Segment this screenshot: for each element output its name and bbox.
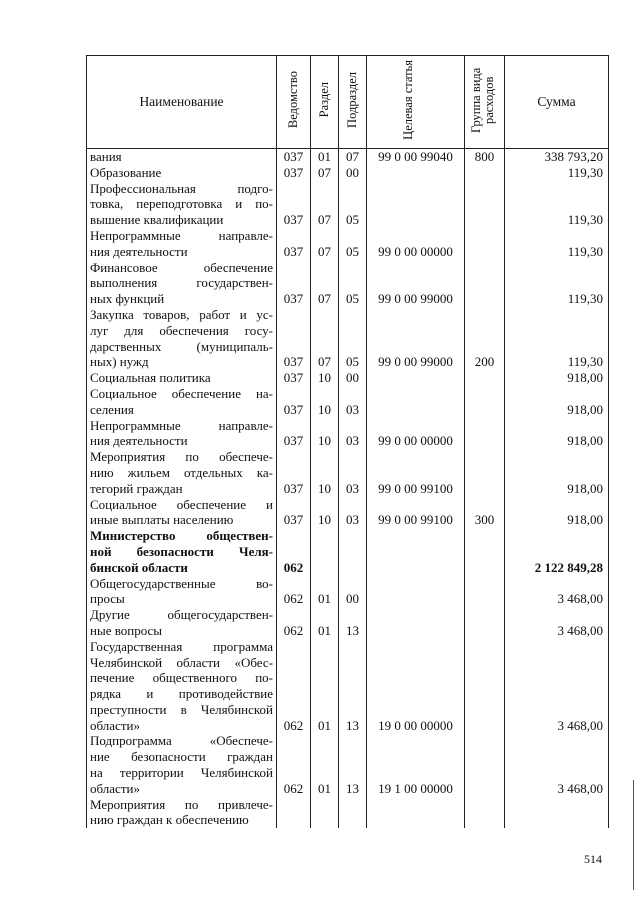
razdel-cell	[311, 797, 339, 829]
row-name-line: преступности в Челябинской	[90, 701, 273, 717]
tselevaya-statya-cell	[367, 528, 465, 575]
row-name-line: нию граждан к обеспечению	[90, 812, 249, 828]
tselevaya-statya-cell	[367, 607, 465, 639]
gruppa-cell	[465, 181, 505, 228]
gruppa-cell	[465, 449, 505, 496]
summa-cell: 338 793,20	[505, 149, 609, 165]
row-name-line: ные вопросы	[90, 622, 163, 638]
summa-cell: 918,00	[505, 449, 609, 496]
tselevaya-statya-cell: 99 0 00 99000	[367, 307, 465, 370]
summa-cell: 3 468,00	[505, 607, 609, 639]
tselevaya-statya-cell	[367, 165, 465, 181]
summa-cell	[505, 797, 609, 829]
summa-cell: 119,30	[505, 307, 609, 370]
podrazdel-cell: 05	[339, 260, 367, 307]
vedomstvo-cell: 062	[277, 576, 311, 608]
table-row	[87, 528, 609, 575]
row-name-line: ние безопасности граждан	[90, 749, 273, 765]
summa-cell: 119,30	[505, 228, 609, 260]
table-row	[87, 260, 609, 307]
summa-cell: 119,30	[505, 181, 609, 228]
row-name-cell	[87, 576, 277, 608]
row-name-line: Подпрограмма «Обеспече-	[90, 733, 273, 749]
row-name-cell	[87, 733, 277, 796]
vedomstvo-cell: 037	[277, 307, 311, 370]
row-name-line: тегорий граждан	[90, 480, 183, 496]
summa-cell: 918,00	[505, 418, 609, 450]
row-name-line: области»	[90, 717, 140, 733]
razdel-cell: 01	[311, 149, 339, 165]
podrazdel-cell: 07	[339, 149, 367, 165]
razdel-cell: 10	[311, 370, 339, 386]
row-name-line: Другие общегосударствен-	[90, 607, 273, 623]
gruppa-cell	[465, 607, 505, 639]
row-name-line: ных) нужд	[90, 354, 149, 370]
row-name-cell	[87, 149, 277, 165]
gruppa-cell: 800	[465, 149, 505, 165]
vedomstvo-cell: 037	[277, 449, 311, 496]
summa-cell: 3 468,00	[505, 639, 609, 734]
table-row	[87, 386, 609, 418]
row-name-line: Общегосударственные во-	[90, 575, 273, 591]
gruppa-cell: 200	[465, 307, 505, 370]
row-name-line: Профессиональная подго-	[90, 180, 273, 196]
header-podrazdel: Подраздел	[339, 56, 367, 149]
row-name-line: нию жильем отдельных ка-	[90, 464, 273, 480]
podrazdel-cell: 05	[339, 228, 367, 260]
summa-cell: 918,00	[505, 370, 609, 386]
razdel-cell: 10	[311, 497, 339, 529]
table-row	[87, 639, 609, 734]
row-name-line: Мероприятия по привлече-	[90, 796, 273, 812]
table-row	[87, 228, 609, 260]
row-name-line: бинской области	[90, 559, 188, 575]
row-name-cell	[87, 228, 277, 260]
row-name-line: товка, переподготовка и по-	[90, 196, 273, 212]
podrazdel-cell: 13	[339, 607, 367, 639]
row-name-cell	[87, 528, 277, 575]
podrazdel-cell	[339, 797, 367, 829]
gruppa-cell	[465, 370, 505, 386]
row-name-line: Социальное обеспечение и	[90, 496, 273, 512]
row-name-line: луг для обеспечения госу-	[90, 322, 273, 338]
razdel-cell: 07	[311, 165, 339, 181]
header-vedomstvo: Ведомство	[277, 56, 311, 149]
row-name-line: ния деятельности	[90, 433, 188, 449]
row-name-line: области»	[90, 780, 140, 796]
gruppa-cell	[465, 228, 505, 260]
row-name-cell	[87, 639, 277, 734]
tselevaya-statya-cell	[367, 797, 465, 829]
gruppa-cell	[465, 639, 505, 734]
header-gruppa-vida-raskhodov: Группа вида расходов	[465, 56, 505, 149]
row-name-line: иные выплаты населению	[90, 512, 234, 528]
gruppa-cell	[465, 576, 505, 608]
podrazdel-cell: 13	[339, 639, 367, 734]
row-name-line: на территории Челябинской	[90, 765, 273, 781]
row-name-line: селения	[90, 401, 134, 417]
podrazdel-cell: 03	[339, 449, 367, 496]
tselevaya-statya-cell: 19 1 00 00000	[367, 733, 465, 796]
table-row	[87, 449, 609, 496]
table-row	[87, 607, 609, 639]
table-row	[87, 733, 609, 796]
row-name-line: Финансовое обеспечение	[90, 259, 273, 275]
razdel-cell: 10	[311, 449, 339, 496]
vedomstvo-cell: 037	[277, 181, 311, 228]
tselevaya-statya-cell	[367, 181, 465, 228]
summa-cell: 119,30	[505, 165, 609, 181]
summa-cell: 2 122 849,28	[505, 528, 609, 575]
table-body	[87, 149, 609, 829]
tselevaya-statya-cell	[367, 576, 465, 608]
table-header-row	[87, 56, 609, 149]
summa-cell: 918,00	[505, 386, 609, 418]
row-name-line: Непрограммные направле-	[90, 227, 273, 243]
razdel-cell: 07	[311, 307, 339, 370]
row-name-line: Образование	[90, 164, 162, 180]
row-name-line: Закупка товаров, работ и ус-	[90, 306, 273, 322]
gruppa-cell	[465, 386, 505, 418]
summa-cell: 3 468,00	[505, 576, 609, 608]
budget-table-container	[86, 55, 608, 828]
row-name-cell	[87, 449, 277, 496]
header-name: Наименование	[87, 56, 277, 149]
razdel-cell: 01	[311, 576, 339, 608]
tselevaya-statya-cell	[367, 370, 465, 386]
podrazdel-cell: 00	[339, 576, 367, 608]
table-row	[87, 797, 609, 829]
row-name-line: ния деятельности	[90, 243, 188, 259]
table-row	[87, 149, 609, 165]
row-name-line: Министерство обществен-	[90, 528, 273, 544]
row-name-cell	[87, 418, 277, 450]
gruppa-cell	[465, 260, 505, 307]
row-name-line: ных функций	[90, 291, 165, 307]
row-name-line: ной безопасности Челя-	[90, 543, 273, 559]
row-name-line: рядка и противодействие	[90, 686, 273, 702]
tselevaya-statya-cell: 99 0 00 99040	[367, 149, 465, 165]
budget-table	[86, 55, 609, 828]
gruppa-cell	[465, 165, 505, 181]
razdel-cell: 01	[311, 607, 339, 639]
gruppa-cell	[465, 733, 505, 796]
gruppa-cell	[465, 418, 505, 450]
tselevaya-statya-cell: 99 0 00 99000	[367, 260, 465, 307]
tselevaya-statya-cell: 99 0 00 99100	[367, 449, 465, 496]
row-name-line: вания	[90, 149, 122, 164]
table-row	[87, 418, 609, 450]
row-name-cell	[87, 797, 277, 829]
row-name-line: Челябинской области «Обес-	[90, 654, 273, 670]
podrazdel-cell: 03	[339, 418, 367, 450]
table-row	[87, 576, 609, 608]
vedomstvo-cell: 062	[277, 639, 311, 734]
tselevaya-statya-cell: 99 0 00 00000	[367, 228, 465, 260]
razdel-cell: 07	[311, 228, 339, 260]
vedomstvo-cell: 037	[277, 228, 311, 260]
razdel-cell: 01	[311, 733, 339, 796]
vedomstvo-cell: 037	[277, 418, 311, 450]
vedomstvo-cell: 062	[277, 607, 311, 639]
vedomstvo-cell: 037	[277, 165, 311, 181]
gruppa-cell	[465, 797, 505, 829]
razdel-cell	[311, 528, 339, 575]
razdel-cell: 10	[311, 418, 339, 450]
row-name-line: Социальное обеспечение на-	[90, 385, 273, 401]
row-name-cell	[87, 497, 277, 529]
summa-cell: 119,30	[505, 260, 609, 307]
row-name-cell	[87, 386, 277, 418]
razdel-cell: 07	[311, 181, 339, 228]
header-tselevaya-statya: Целевая статья	[367, 56, 465, 149]
row-name-line: дарственных (муниципаль-	[90, 338, 273, 354]
razdel-cell: 10	[311, 386, 339, 418]
podrazdel-cell: 05	[339, 181, 367, 228]
tselevaya-statya-cell	[367, 386, 465, 418]
page-number: 514	[584, 852, 602, 866]
podrazdel-cell: 03	[339, 497, 367, 529]
row-name-cell	[87, 607, 277, 639]
header-summa: Сумма	[505, 56, 609, 149]
row-name-line: Социальная политика	[90, 370, 211, 386]
summa-cell: 918,00	[505, 497, 609, 529]
row-name-line: Мероприятия по обеспече-	[90, 449, 273, 465]
vedomstvo-cell: 037	[277, 260, 311, 307]
gruppa-cell: 300	[465, 497, 505, 529]
vedomstvo-cell: 037	[277, 149, 311, 165]
vedomstvo-cell: 037	[277, 386, 311, 418]
row-name-cell	[87, 307, 277, 370]
gruppa-cell	[465, 528, 505, 575]
row-name-cell	[87, 260, 277, 307]
tselevaya-statya-cell: 19 0 00 00000	[367, 639, 465, 734]
row-name-line: выполнения государствен-	[90, 275, 273, 291]
vedomstvo-cell: 037	[277, 497, 311, 529]
table-row	[87, 307, 609, 370]
vedomstvo-cell	[277, 797, 311, 829]
podrazdel-cell: 03	[339, 386, 367, 418]
scan-edge-line	[633, 780, 634, 890]
podrazdel-cell: 00	[339, 370, 367, 386]
vedomstvo-cell: 037	[277, 370, 311, 386]
razdel-cell: 01	[311, 639, 339, 734]
row-name-cell	[87, 165, 277, 181]
table-row	[87, 497, 609, 529]
row-name-line: просы	[90, 591, 125, 607]
razdel-cell: 07	[311, 260, 339, 307]
podrazdel-cell: 05	[339, 307, 367, 370]
table-row	[87, 165, 609, 181]
vedomstvo-cell: 062	[277, 733, 311, 796]
podrazdel-cell: 00	[339, 165, 367, 181]
row-name-line: Государственная программа	[90, 638, 273, 654]
header-razdel: Раздел	[311, 56, 339, 149]
row-name-cell	[87, 181, 277, 228]
tselevaya-statya-cell: 99 0 00 99100	[367, 497, 465, 529]
row-name-line: печение общественного по-	[90, 670, 273, 686]
table-row	[87, 370, 609, 386]
row-name-cell	[87, 370, 277, 386]
tselevaya-statya-cell: 99 0 00 00000	[367, 418, 465, 450]
summa-cell: 3 468,00	[505, 733, 609, 796]
table-row	[87, 181, 609, 228]
podrazdel-cell	[339, 528, 367, 575]
podrazdel-cell: 13	[339, 733, 367, 796]
row-name-line: Непрограммные направле-	[90, 417, 273, 433]
row-name-line: вышение квалификации	[90, 212, 224, 228]
vedomstvo-cell: 062	[277, 528, 311, 575]
